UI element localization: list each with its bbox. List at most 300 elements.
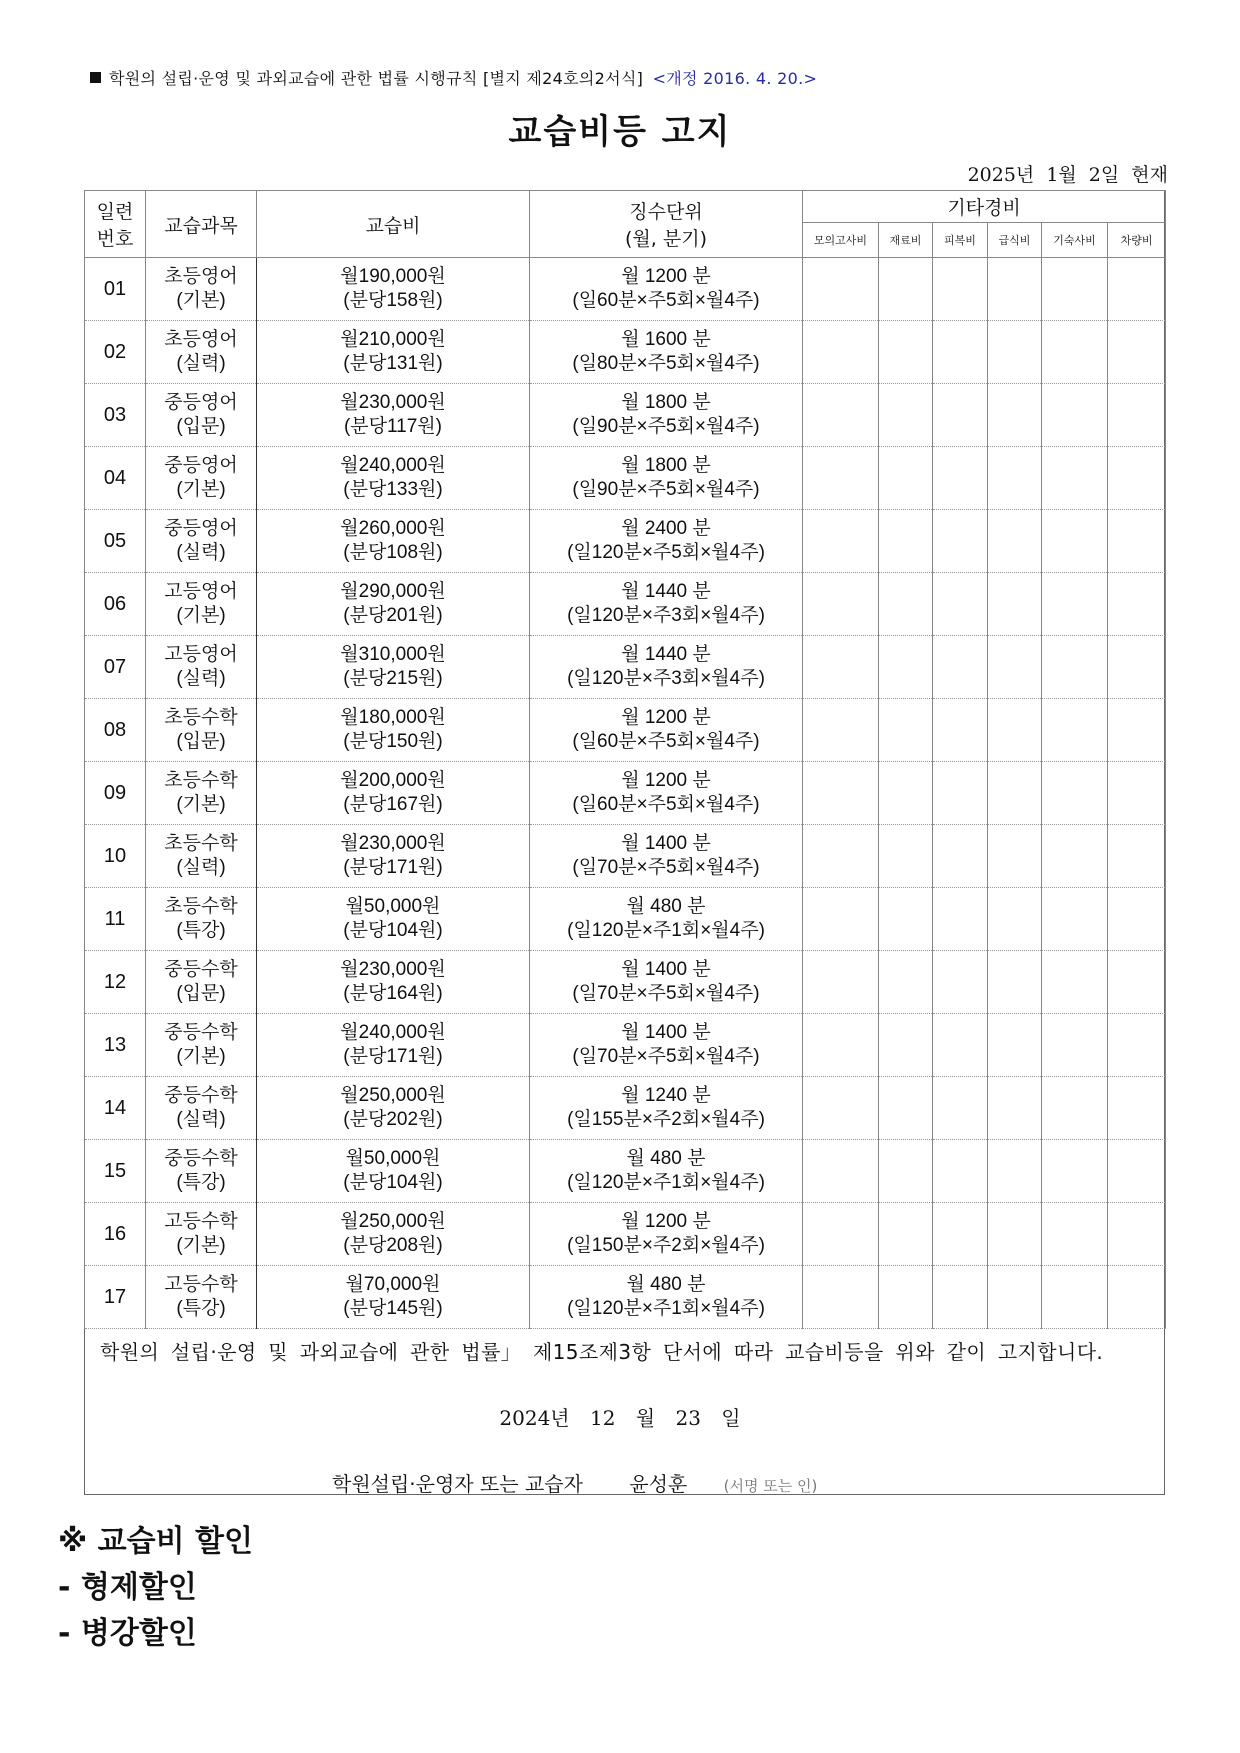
monthly-minutes: 월 1400 분: [621, 959, 711, 980]
signer-name: 윤성훈: [629, 1472, 688, 1496]
per-minute-fee: (분당104원): [343, 1172, 443, 1193]
monthly-minutes: 월 2400 분: [621, 518, 711, 539]
subject-cell: [146, 510, 257, 573]
meal-fee-cell: [988, 1077, 1042, 1140]
fee-cell: [257, 258, 530, 321]
material-fee-cell: [879, 1203, 933, 1266]
subject-level: (특강): [176, 920, 226, 941]
header-collection-unit: 징수단위 (월, 분기): [530, 191, 803, 258]
monthly-minutes: 월 480 분: [626, 1148, 706, 1169]
monthly-minutes: 월 480 분: [626, 1274, 706, 1295]
monthly-fee: 월50,000원: [345, 1148, 441, 1169]
meal-fee-cell: [988, 384, 1042, 447]
per-minute-fee: (분당131원): [343, 353, 443, 374]
subject-name: 초등수학: [164, 770, 238, 791]
clothing-fee-cell: [933, 825, 988, 888]
serial-no-cell: 07: [85, 636, 146, 699]
subject-level: (기본): [176, 1235, 226, 1256]
fee-cell: [257, 573, 530, 636]
subject-level: (기본): [176, 1046, 226, 1067]
minutes-calculation: (일155분×주2회×월4주): [567, 1109, 765, 1130]
serial-no-cell: 10: [85, 825, 146, 888]
monthly-fee: 월250,000원: [340, 1211, 446, 1232]
vehicle-fee-cell: [1108, 384, 1166, 447]
material-fee-cell: [879, 321, 933, 384]
collection-unit-cell: [530, 825, 803, 888]
material-fee-cell: [879, 825, 933, 888]
mock-exam-fee-cell: [803, 1077, 879, 1140]
minutes-calculation: (일60분×주5회×월4주): [572, 794, 760, 815]
material-fee-cell: [879, 384, 933, 447]
monthly-minutes: 월 1440 분: [621, 644, 711, 665]
collection-unit-cell: [530, 1077, 803, 1140]
subject-name: 초등수학: [164, 833, 238, 854]
fee-cell: [257, 1077, 530, 1140]
serial-no-cell: 09: [85, 762, 146, 825]
material-fee-cell: [879, 636, 933, 699]
minutes-calculation: (일120분×주5회×월4주): [567, 542, 765, 563]
dormitory-fee-cell: [1042, 1203, 1108, 1266]
clothing-fee-cell: [933, 1203, 988, 1266]
serial-no-cell: 11: [85, 888, 146, 951]
monthly-fee: 월200,000원: [340, 770, 446, 791]
collection-unit-cell: [530, 951, 803, 1014]
per-minute-fee: (분당201원): [343, 605, 443, 626]
vehicle-fee-cell: [1108, 321, 1166, 384]
subject-cell: [146, 1140, 257, 1203]
meal-fee-cell: [988, 321, 1042, 384]
subject-level: (입문): [176, 731, 226, 752]
dormitory-fee-cell: [1042, 384, 1108, 447]
serial-no-cell: 02: [85, 321, 146, 384]
table-row: [85, 951, 1166, 1014]
clothing-fee-cell: [933, 258, 988, 321]
per-minute-fee: (분당171원): [343, 857, 443, 878]
mock-exam-fee-cell: [803, 1203, 879, 1266]
monthly-minutes: 월 1440 분: [621, 581, 711, 602]
table-row: [85, 321, 1166, 384]
per-minute-fee: (분당158원): [343, 290, 443, 311]
subject-name: 초등수학: [164, 707, 238, 728]
collection-unit-cell: [530, 699, 803, 762]
monthly-fee: 월260,000원: [340, 518, 446, 539]
monthly-minutes: 월 1800 분: [621, 455, 711, 476]
material-fee-cell: [879, 951, 933, 1014]
header-material-fee: 재료비: [879, 223, 933, 258]
monthly-minutes: 월 1200 분: [621, 266, 711, 287]
subject-cell: [146, 1266, 257, 1329]
monthly-fee: 월250,000원: [340, 1085, 446, 1106]
monthly-fee: 월190,000원: [340, 266, 446, 287]
table-row: [85, 1140, 1166, 1203]
monthly-minutes: 월 1600 분: [621, 329, 711, 350]
subject-cell: [146, 825, 257, 888]
monthly-minutes: 월 1200 분: [621, 770, 711, 791]
material-fee-cell: [879, 699, 933, 762]
subject-name: 고등영어: [164, 581, 238, 602]
monthly-minutes: 월 480 분: [626, 896, 706, 917]
mock-exam-fee-cell: [803, 1266, 879, 1329]
clothing-fee-cell: [933, 1014, 988, 1077]
clothing-fee-cell: [933, 510, 988, 573]
table-row: [85, 888, 1166, 951]
subject-level: (기본): [176, 290, 226, 311]
mock-exam-fee-cell: [803, 384, 879, 447]
dormitory-fee-cell: [1042, 573, 1108, 636]
mock-exam-fee-cell: [803, 258, 879, 321]
serial-no-cell: 16: [85, 1203, 146, 1266]
legal-basis-text: 학원의 설립·운영 및 과외교습에 관한 법률 시행규칙 [별지 제24호의2서식]: [109, 69, 644, 88]
serial-no-cell: 14: [85, 1077, 146, 1140]
minutes-calculation: (일60분×주5회×월4주): [572, 290, 760, 311]
minutes-calculation: (일120분×주1회×월4주): [567, 920, 765, 941]
header-serial-no: 일련 번호: [85, 191, 146, 258]
mock-exam-fee-cell: [803, 636, 879, 699]
dormitory-fee-cell: [1042, 888, 1108, 951]
vehicle-fee-cell: [1108, 762, 1166, 825]
per-minute-fee: (분당208원): [343, 1235, 443, 1256]
subject-name: 고등수학: [164, 1274, 238, 1295]
clothing-fee-cell: [933, 888, 988, 951]
header-fee: 교습비: [257, 191, 530, 258]
table-row: [85, 699, 1166, 762]
subject-cell: [146, 384, 257, 447]
subject-name: 중등영어: [164, 392, 238, 413]
collection-unit-cell: [530, 258, 803, 321]
fee-cell: [257, 699, 530, 762]
collection-unit-cell: [530, 888, 803, 951]
subject-cell: [146, 573, 257, 636]
collection-unit-cell: [530, 636, 803, 699]
collection-unit-cell: [530, 1140, 803, 1203]
monthly-fee: 월230,000원: [340, 959, 446, 980]
fee-cell: [257, 825, 530, 888]
subject-name: 초등영어: [164, 329, 238, 350]
mock-exam-fee-cell: [803, 951, 879, 1014]
monthly-fee: 월70,000원: [345, 1274, 441, 1295]
meal-fee-cell: [988, 1266, 1042, 1329]
monthly-fee: 월180,000원: [340, 707, 446, 728]
serial-no-cell: 06: [85, 573, 146, 636]
serial-no-cell: 08: [85, 699, 146, 762]
subject-level: (입문): [176, 983, 226, 1004]
material-fee-cell: [879, 447, 933, 510]
monthly-minutes: 월 1400 분: [621, 833, 711, 854]
material-fee-cell: [879, 573, 933, 636]
monthly-fee: 월310,000원: [340, 644, 446, 665]
collection-unit-cell: [530, 321, 803, 384]
signer-line: [332, 1468, 817, 1497]
monthly-minutes: 월 1800 분: [621, 392, 711, 413]
page-title: 교습비등 고지: [508, 112, 732, 152]
clothing-fee-cell: [933, 1077, 988, 1140]
fee-table: [84, 190, 1166, 1329]
collection-unit-cell: [530, 1203, 803, 1266]
per-minute-fee: (분당171원): [343, 1046, 443, 1067]
per-minute-fee: (분당150원): [343, 731, 443, 752]
subject-cell: [146, 1077, 257, 1140]
table-row: [85, 1203, 1166, 1266]
monthly-minutes: 월 1400 분: [621, 1022, 711, 1043]
subject-name: 중등영어: [164, 455, 238, 476]
meal-fee-cell: [988, 762, 1042, 825]
fee-cell: [257, 447, 530, 510]
collection-unit-cell: [530, 762, 803, 825]
clothing-fee-cell: [933, 321, 988, 384]
header-other-expenses: 기타경비: [803, 191, 1166, 223]
mock-exam-fee-cell: [803, 762, 879, 825]
table-row: [85, 447, 1166, 510]
subject-level: (실력): [176, 668, 226, 689]
meal-fee-cell: [988, 1014, 1042, 1077]
fee-cell: [257, 384, 530, 447]
monthly-fee: 월230,000원: [340, 392, 446, 413]
meal-fee-cell: [988, 699, 1042, 762]
subject-name: 중등수학: [164, 1085, 238, 1106]
serial-no-cell: 15: [85, 1140, 146, 1203]
table-row: [85, 636, 1166, 699]
subject-level: (기본): [176, 605, 226, 626]
mock-exam-fee-cell: [803, 447, 879, 510]
minutes-calculation: (일150분×주2회×월4주): [567, 1235, 765, 1256]
meal-fee-cell: [988, 1140, 1042, 1203]
subject-name: 중등수학: [164, 959, 238, 980]
dormitory-fee-cell: [1042, 636, 1108, 699]
table-row: [85, 825, 1166, 888]
subject-name: 고등영어: [164, 644, 238, 665]
clothing-fee-cell: [933, 951, 988, 1014]
meal-fee-cell: [988, 951, 1042, 1014]
meal-fee-cell: [988, 1203, 1042, 1266]
header-vehicle-fee: 차량비: [1108, 223, 1166, 258]
subject-name: 중등수학: [164, 1148, 238, 1169]
subject-level: (기본): [176, 794, 226, 815]
subject-level: (기본): [176, 479, 226, 500]
fee-cell: [257, 321, 530, 384]
legal-basis-line: [90, 66, 817, 89]
dormitory-fee-cell: [1042, 1266, 1108, 1329]
discount-heading: ※ 교습비 할인: [58, 1524, 253, 1559]
header-meal-fee: 급식비: [988, 223, 1042, 258]
fee-cell: [257, 636, 530, 699]
serial-no-cell: 17: [85, 1266, 146, 1329]
collection-unit-cell: [530, 510, 803, 573]
subject-level: (입문): [176, 416, 226, 437]
minutes-calculation: (일70분×주5회×월4주): [572, 983, 760, 1004]
signature-note: (서명 또는 인): [723, 1477, 818, 1495]
mock-exam-fee-cell: [803, 510, 879, 573]
monthly-fee: 월240,000원: [340, 1022, 446, 1043]
subject-level: (특강): [176, 1298, 226, 1319]
discount-item-combined: - 병강할인: [58, 1616, 197, 1651]
vehicle-fee-cell: [1108, 825, 1166, 888]
notice-date: 2024년 12 월 23 일: [499, 1406, 741, 1430]
vehicle-fee-cell: [1108, 573, 1166, 636]
vehicle-fee-cell: [1108, 888, 1166, 951]
subject-cell: [146, 699, 257, 762]
material-fee-cell: [879, 1077, 933, 1140]
subject-cell: [146, 447, 257, 510]
table-row: [85, 762, 1166, 825]
subject-cell: [146, 321, 257, 384]
dormitory-fee-cell: [1042, 258, 1108, 321]
mock-exam-fee-cell: [803, 1014, 879, 1077]
serial-no-cell: 05: [85, 510, 146, 573]
square-bullet-icon: [90, 72, 101, 83]
material-fee-cell: [879, 1014, 933, 1077]
collection-unit-cell: [530, 1266, 803, 1329]
per-minute-fee: (분당117원): [343, 416, 442, 437]
vehicle-fee-cell: [1108, 636, 1166, 699]
table-row: [85, 1266, 1166, 1329]
dormitory-fee-cell: [1042, 951, 1108, 1014]
collection-unit-cell: [530, 1014, 803, 1077]
vehicle-fee-cell: [1108, 699, 1166, 762]
subject-name: 중등수학: [164, 1022, 238, 1043]
subject-name: 중등영어: [164, 518, 238, 539]
table-row: [85, 1077, 1166, 1140]
minutes-calculation: (일90분×주5회×월4주): [572, 416, 760, 437]
dormitory-fee-cell: [1042, 1077, 1108, 1140]
clothing-fee-cell: [933, 1266, 988, 1329]
mock-exam-fee-cell: [803, 1140, 879, 1203]
revision-note: <개정 2016. 4. 20.>: [652, 69, 818, 88]
header-clothing-fee: 피복비: [933, 223, 988, 258]
fee-cell: [257, 510, 530, 573]
clothing-fee-cell: [933, 1140, 988, 1203]
subject-cell: [146, 762, 257, 825]
dormitory-fee-cell: [1042, 825, 1108, 888]
monthly-fee: 월50,000원: [345, 896, 441, 917]
mock-exam-fee-cell: [803, 888, 879, 951]
per-minute-fee: (분당215원): [343, 668, 443, 689]
subject-cell: [146, 258, 257, 321]
clothing-fee-cell: [933, 384, 988, 447]
per-minute-fee: (분당108원): [343, 542, 443, 563]
minutes-calculation: (일90분×주5회×월4주): [572, 479, 760, 500]
per-minute-fee: (분당145원): [343, 1298, 443, 1319]
per-minute-fee: (분당133원): [343, 479, 443, 500]
subject-level: (실력): [176, 542, 226, 563]
per-minute-fee: (분당104원): [343, 920, 443, 941]
table-row: [85, 258, 1166, 321]
subject-cell: [146, 888, 257, 951]
serial-no-cell: 01: [85, 258, 146, 321]
minutes-calculation: (일120분×주1회×월4주): [567, 1298, 765, 1319]
monthly-fee: 월230,000원: [340, 833, 446, 854]
monthly-fee: 월240,000원: [340, 455, 446, 476]
header-dormitory-fee: 기숙사비: [1042, 223, 1108, 258]
clothing-fee-cell: [933, 762, 988, 825]
material-fee-cell: [879, 1140, 933, 1203]
dormitory-fee-cell: [1042, 762, 1108, 825]
fee-cell: [257, 1140, 530, 1203]
dormitory-fee-cell: [1042, 447, 1108, 510]
subject-level: (실력): [176, 353, 226, 374]
serial-no-cell: 13: [85, 1014, 146, 1077]
meal-fee-cell: [988, 447, 1042, 510]
clothing-fee-cell: [933, 636, 988, 699]
serial-no-cell: 12: [85, 951, 146, 1014]
dormitory-fee-cell: [1042, 1140, 1108, 1203]
dormitory-fee-cell: [1042, 699, 1108, 762]
minutes-calculation: (일80분×주5회×월4주): [572, 353, 760, 374]
mock-exam-fee-cell: [803, 699, 879, 762]
meal-fee-cell: [988, 573, 1042, 636]
fee-cell: [257, 1266, 530, 1329]
dormitory-fee-cell: [1042, 510, 1108, 573]
meal-fee-cell: [988, 510, 1042, 573]
material-fee-cell: [879, 762, 933, 825]
mock-exam-fee-cell: [803, 825, 879, 888]
vehicle-fee-cell: [1108, 1140, 1166, 1203]
meal-fee-cell: [988, 636, 1042, 699]
meal-fee-cell: [988, 258, 1042, 321]
fee-cell: [257, 762, 530, 825]
table-row: [85, 384, 1166, 447]
subject-cell: [146, 951, 257, 1014]
subject-name: 초등수학: [164, 896, 238, 917]
fee-cell: [257, 1014, 530, 1077]
minutes-calculation: (일70분×주5회×월4주): [572, 857, 760, 878]
vehicle-fee-cell: [1108, 510, 1166, 573]
per-minute-fee: (분당164원): [343, 983, 443, 1004]
minutes-calculation: (일60분×주5회×월4주): [572, 731, 760, 752]
dormitory-fee-cell: [1042, 321, 1108, 384]
header-mock-exam-fee: 모의고사비: [803, 223, 879, 258]
table-row: [85, 573, 1166, 636]
per-minute-fee: (분당167원): [343, 794, 443, 815]
monthly-minutes: 월 1200 분: [621, 707, 711, 728]
subject-name: 초등영어: [164, 266, 238, 287]
subject-cell: [146, 1203, 257, 1266]
header-subject: 교습과목: [146, 191, 257, 258]
fee-cell: [257, 1203, 530, 1266]
material-fee-cell: [879, 1266, 933, 1329]
table-row: [85, 1014, 1166, 1077]
subject-level: (실력): [176, 1109, 226, 1130]
material-fee-cell: [879, 258, 933, 321]
serial-no-cell: 04: [85, 447, 146, 510]
monthly-minutes: 월 1240 분: [621, 1085, 711, 1106]
meal-fee-cell: [988, 825, 1042, 888]
monthly-fee: 월290,000원: [340, 581, 446, 602]
material-fee-cell: [879, 510, 933, 573]
collection-unit-cell: [530, 573, 803, 636]
subject-level: (특강): [176, 1172, 226, 1193]
fee-cell: [257, 888, 530, 951]
clothing-fee-cell: [933, 699, 988, 762]
subject-cell: [146, 636, 257, 699]
minutes-calculation: (일120분×주1회×월4주): [567, 1172, 765, 1193]
minutes-calculation: (일70분×주5회×월4주): [572, 1046, 760, 1067]
material-fee-cell: [879, 888, 933, 951]
vehicle-fee-cell: [1108, 447, 1166, 510]
subject-name: 고등수학: [164, 1211, 238, 1232]
table-row: [85, 510, 1166, 573]
serial-no-cell: 03: [85, 384, 146, 447]
collection-unit-cell: [530, 447, 803, 510]
clothing-fee-cell: [933, 447, 988, 510]
notice-statement: 학원의 설립·운영 및 과외교습에 관한 법률」 제15조제3항 단서에 따라 교습비등을 위와 같이 고지합니다.: [100, 1340, 1104, 1364]
vehicle-fee-cell: [1108, 1266, 1166, 1329]
clothing-fee-cell: [933, 573, 988, 636]
monthly-fee: 월210,000원: [340, 329, 446, 350]
as-of-date: 2025년 1월 2일 현재: [967, 164, 1168, 186]
meal-fee-cell: [988, 888, 1042, 951]
monthly-minutes: 월 1200 분: [621, 1211, 711, 1232]
vehicle-fee-cell: [1108, 1203, 1166, 1266]
